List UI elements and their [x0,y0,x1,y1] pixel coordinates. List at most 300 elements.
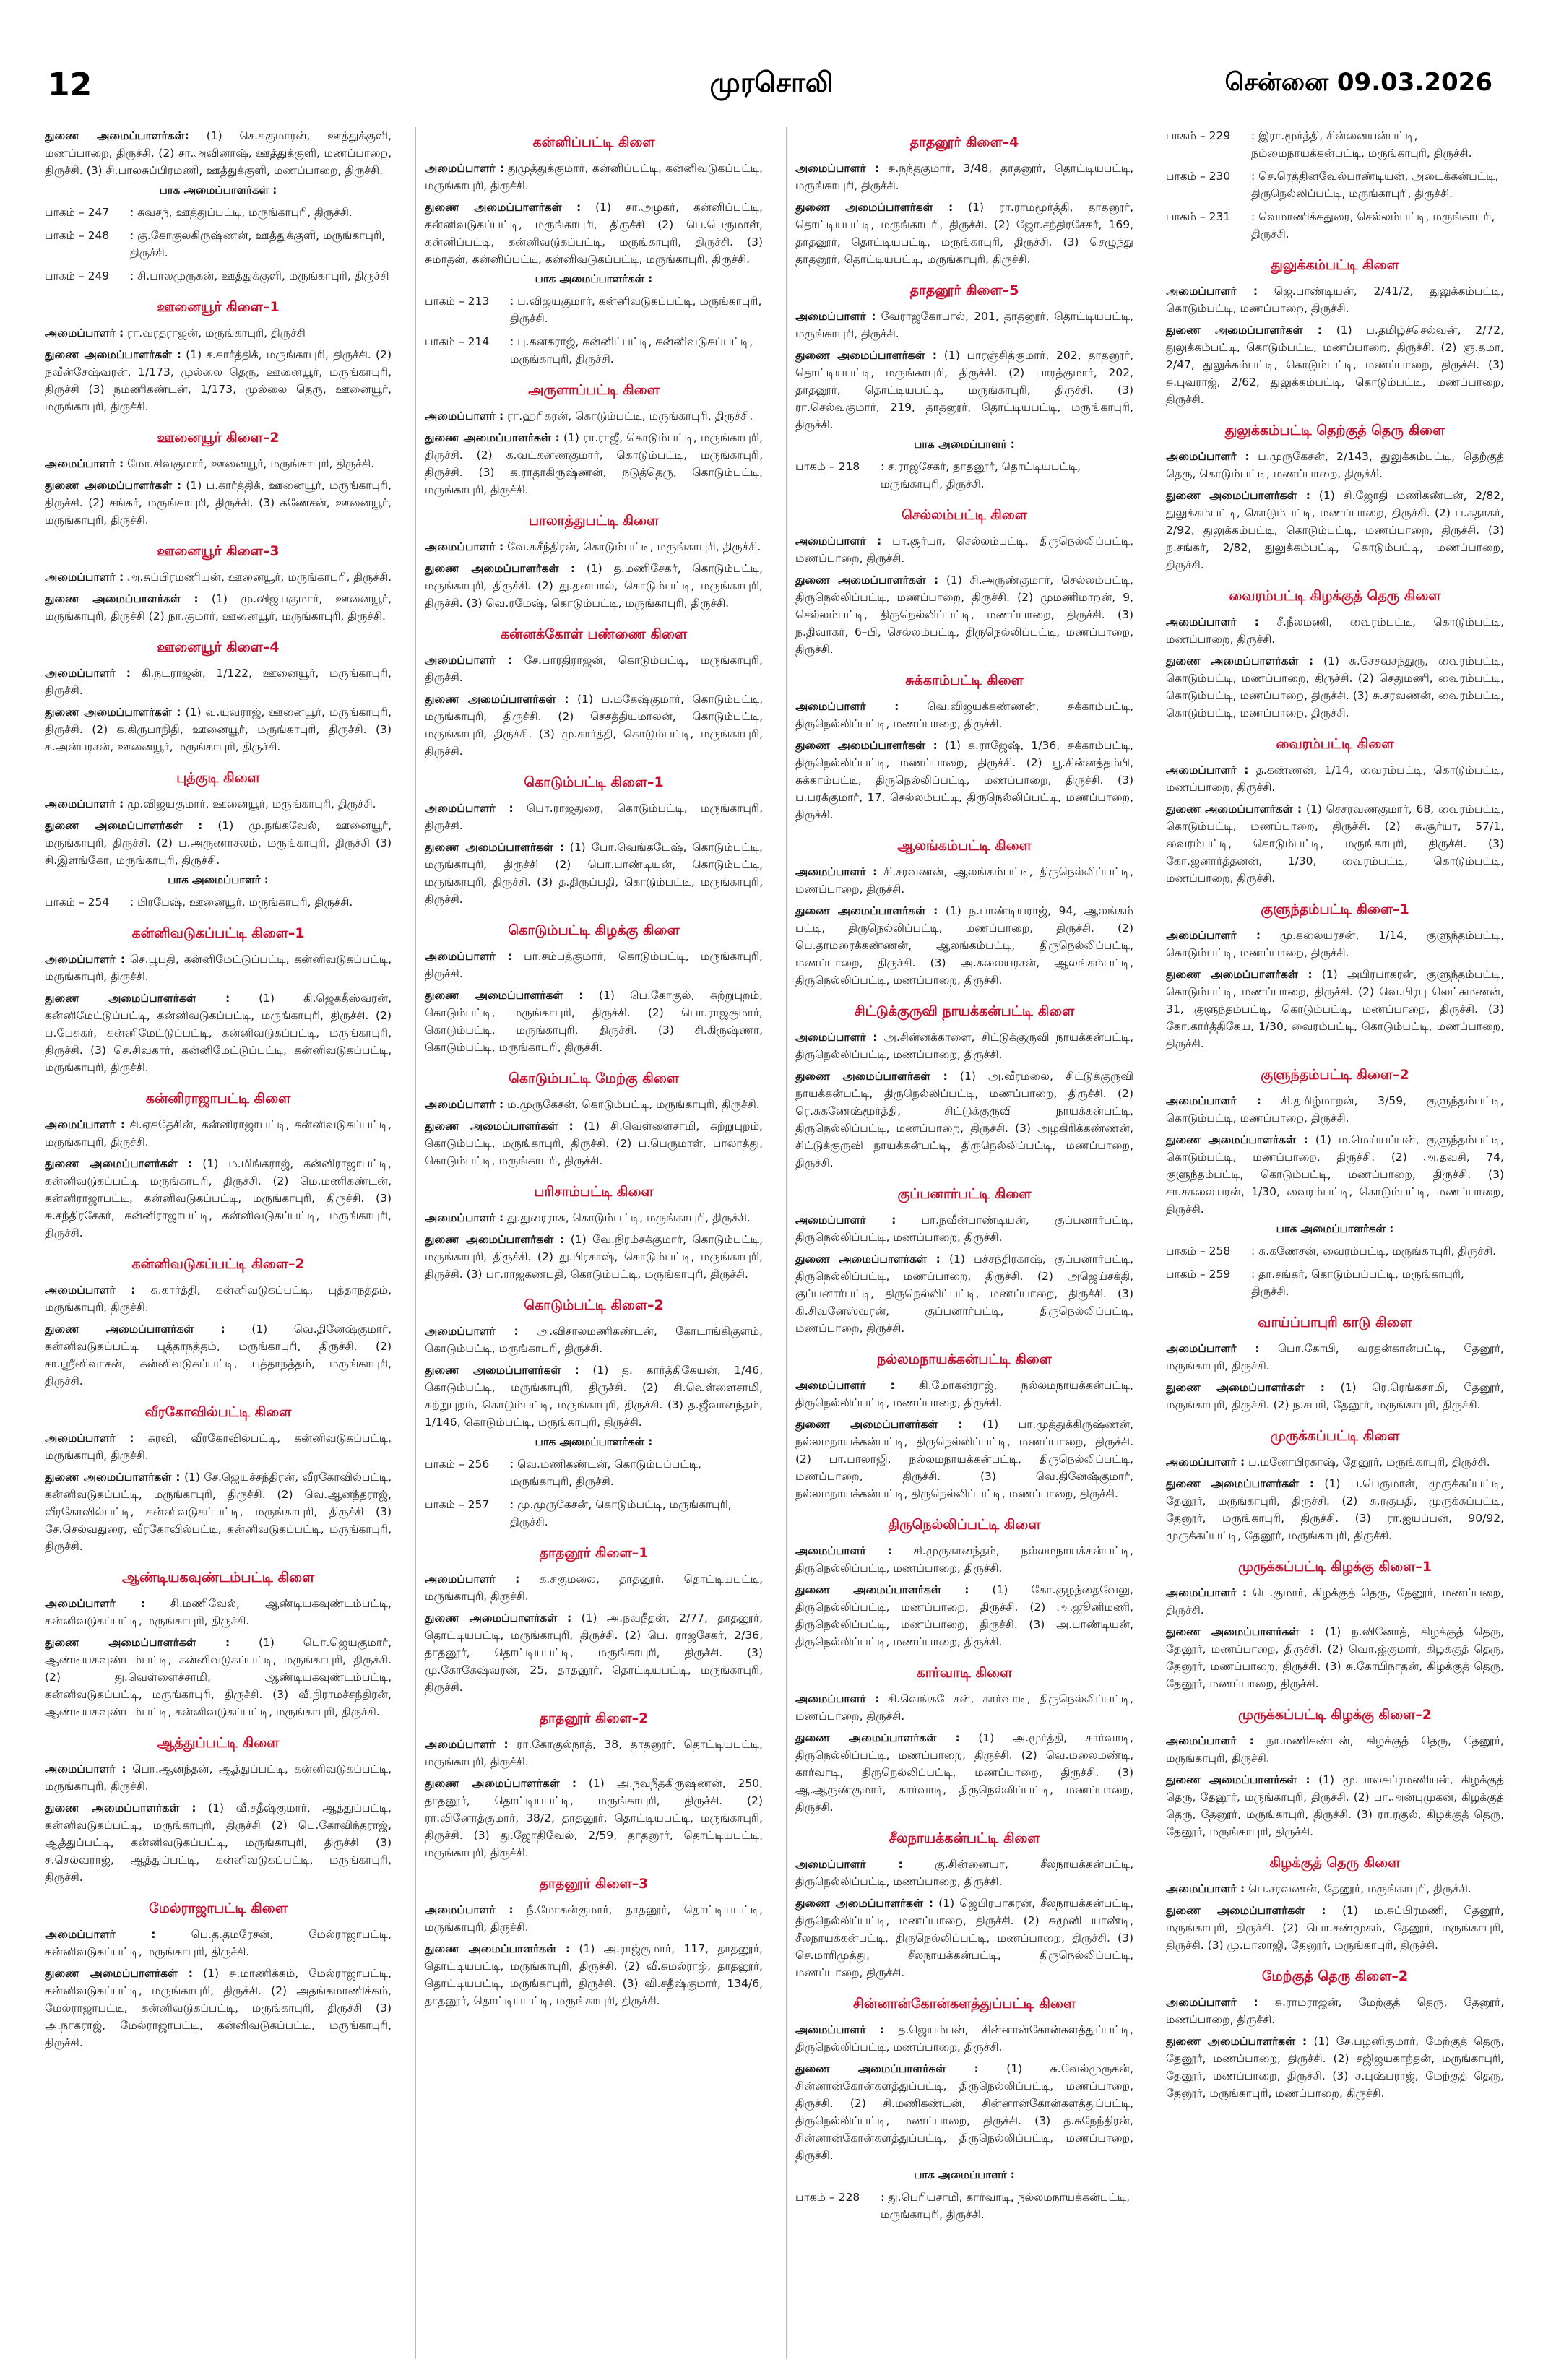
branch-block [1166,1855,1504,1954]
entry-role-label: துணை அமைப்பாளர்கள் : [1166,2035,1308,2048]
branch-heading: ஊனையூர் கிளை–3 [157,543,280,559]
office-bearer-entry [425,1362,763,1431]
entry-names: (1) ரா.ராமமூர்த்தி, தாதனூர், தொட்டியபட்டி, மருங்காபுரி, திருச்சி. (2) ஜோ.சந்திரசேகர், 169, தாதனூர், தொட்டியபட்டி, மருங்காபுரி, திருச்சி. (3) செழுந்து தாதனூர், தொட்டியபட்டி, மருங்காபுரி, திருச்சி. [795,201,1133,266]
branch-heading: ஆத்துப்பட்டி கிளை [157,1735,280,1751]
branch-heading: ஆண்டியகவுண்டம்பட்டி கிளை [121,1570,315,1585]
booth-number: பாகம் – 214 [425,335,490,348]
entry-names: (1) போ.வெங்கடேஷ், கொடும்பட்டி, மருங்காபுரி, திருச்சி (2) பொ.பாண்டியன், கொடும்பட்டி, மருங்காபுரி, திருச்சி. (3) த.திருப்பதி, கொடும்பட்டி, மருங்காபுரி, திருச்சி. [425,841,763,906]
branch-block [1166,736,1504,887]
branch-block [1166,1428,1504,1544]
entry-names: (1) ம.மிங்கராஜ், கன்னிராஜாபட்டி, கன்னிவடுகப்பட்டி மருங்காபுரி, திருச்சி. (2) மெ.மணிகண்டன், கன்னிராஜாபட்டி, கன்னிவடுகப்பட்டி, மருங்காபுரி, திருச்சி. (3) சு.சந்திரசேகர், கன்னிராஜாபட்டி, கன்னிவடுகப்பட்டி, மருங்காபுரி, திருச்சி. [45,1157,392,1239]
branch-heading: துலுக்கம்பட்டி தெற்குத் தெரு கிளை [1224,423,1445,438]
entry-names: த.ஜெயம்பன், சின்னான்கோன்களத்துப்பட்டி, திருநெல்லிப்பட்டி, மணப்பாறை, திருச்சி. [795,2023,1133,2054]
booth-row [45,893,392,911]
column-1 [45,127,392,2359]
booth-organisers-heading: பாக அமைப்பாளர்கள் : [535,1435,653,1448]
office-bearer-entry [45,665,392,699]
entry-role-label: அமைப்பாளர் : [795,1544,892,1557]
entry-role-label: அமைப்பாளர் : [45,457,124,470]
column-2 [415,127,763,2359]
article-columns [45,127,1504,2359]
booth-organiser: : தா.சங்கர், கொடும்பப்பட்டி, மருங்காபுரி, திருச்சி. [1251,1268,1464,1298]
office-bearer-entry [425,1736,763,1770]
branch-block [425,626,763,760]
office-bearer-entry [795,1856,1133,1890]
entry-role-label: துணை அமைப்பாளர்கள் : [425,201,582,214]
office-bearer-entry [45,568,392,586]
entry-names: (1) அ.நவநீதகிருஷ்ணன், 250, தாதனூர், தொட்டியபட்டி, மருங்காபுரி, திருச்சி. (2) ரா.வினோத்குமார், 38/2, தாதனூர், தொட்டியபட்டி, மருங்காபுரி, திருச்சி. (3) து.ஜோதிவேல், 2/59, தாதனூர், தொட்டியபட்டி, மருங்காபுரி, திருச்சி. [425,1777,763,1859]
branch-block [795,1665,1133,1816]
booth-organisers-heading: பாக அமைப்பாளர் : [914,438,1015,451]
office-bearer-entry [795,737,1133,823]
entry-names: (1) சே.ஜெயச்சந்திரன், வீரகோவில்பட்டி, கன்னிவடுகப்பட்டி, மருங்காபுரி, திருச்சி. (2) வெ.ஆனந்தராஜ், வீரகோவில்பட்டி, கன்னிவடுகப்பட்டி, மருங்காபுரி, திருச்சி (3) சே.செல்வதுரை, வீரகோவில்பட்டி, கன்னிவடுகப்பட்டி, மருங்காபுரி, திருச்சி. [45,1471,392,1553]
entry-role-label: துணை அமைப்பாளர்கள் : [795,1583,969,1596]
booth-organiser: : ப.விஜயகுமார், கன்னிவடுகப்பட்டி, மருங்காபுரி, திருச்சி. [510,295,762,325]
entry-names: (1) பச்சந்திரகாஷ், குப்பனார்பட்டி, திருநெல்லிப்பட்டி, மணப்பாறை, திருச்சி. (2) அஜெய்சக்தி, குப்பனார்பட்டி, திருநெல்லிப்பட்டி, மணப்பாறை, திருச்சி. (3) கி.சிவனேஸ்வரன், குப்பனார்பட்டி, திருநெல்லிப்பட்டி, மணப்பாறை, திருச்சி. [795,1252,1133,1335]
branch-heading: தாதனூர் கிளை–5 [909,282,1019,298]
branch-block [45,925,392,1076]
entry-role-label: துணை அமைப்பாளர்கள் : [45,1636,230,1649]
office-bearer-entry [1166,800,1504,887]
entry-names: சி.சரவணன், ஆலங்கம்பட்டி, திருநெல்லிப்பட்டி, மணப்பாறை, திருச்சி. [795,865,1133,896]
entry-role-label: அமைப்பாளர் : [425,802,514,815]
booth-number: பாகம் – 259 [1166,1268,1231,1281]
branch-block [795,1830,1133,1981]
booth-organiser: : மு.முருகேசன், கொடும்பட்டி, மருங்காபுரி, திருச்சி. [510,1498,732,1528]
entry-names: (1) அபிரபாகரன், குளுந்தம்பட்டி, கொடும்பட்டி, மணப்பாறை, திருச்சி. (2) வெ.பிரபு லெட்சுமணன், 31, குளுந்தம்பட்டி, கொடும்பட்டி, மணப்பாறை, திருச்சி. (3) கோ.கார்த்திகேய, 1/30, வைரம்பட்டி, கொடும்பட்டி, மணப்பாறை, திருச்சி. [1166,968,1504,1050]
entry-role-label: அமைப்பாளர் : [45,667,131,680]
branch-block [45,299,392,415]
entry-role-label: துணை அமைப்பாளர்கள் : [425,989,584,1002]
office-bearer-entry [1166,282,1504,317]
entry-role-label: துணை அமைப்பாளர்கள் : [45,706,181,719]
branch-heading: மேற்குத் தெரு கிளை–2 [1261,1968,1409,1984]
office-bearer-entry [45,1965,392,2051]
entry-role-label: அமைப்பாளர் : [425,950,512,963]
branch-block [795,507,1133,658]
office-bearer-entry [425,948,763,982]
entry-names: சி.மணிவேல், ஆண்டியகவுண்டம்பட்டி, கன்னிவடுகப்பட்டி, மருங்காபுரி, திருச்சி. [45,1597,392,1627]
office-bearer-entry [795,863,1133,898]
office-bearer-entry [45,1799,392,1886]
branch-heading: தாதனூர் கிளை–3 [539,1876,649,1892]
office-bearer-entry [795,1542,1133,1577]
entry-role-label: அமைப்பாளர் : [1166,1882,1245,1895]
entry-role-label: துணை அமைப்பாளர்கள் : [425,1777,577,1790]
booth-organiser: : வெமாணிக்கதுரை, செல்லம்பட்டி, மருங்காபுரி, திருச்சி. [1251,210,1495,241]
booth-row [795,458,1133,493]
branch-heading: கிழக்குத் தெரு கிளை [1269,1855,1401,1871]
office-bearer-entry [795,1250,1133,1337]
entry-names: சு.நந்தகுமார், 3/48, தாதனூர், தொட்டியபட்டி, மருங்காபுரி, திருச்சி. [795,162,1133,192]
entry-names: (1) ந.வினோத், கிழக்குத் தெரு, தேனூர், மணப்பாறை, திருச்சி. (2) வொ.ஜ்குமார், கிழக்குத் தெரு, தேனூர், மணப்பாறை, திருச்சி. (3) சு.கோபிநாதன், கிழக்குத் தெரு, தேனூர், மணப்பாறை, திருச்சி. [1166,1625,1504,1690]
office-bearer-entry [425,1231,763,1283]
office-bearer-entry [425,1209,763,1226]
entry-names: (1) சே.பழனிகுமார், மேற்குத் தெரு, தேனூர், மணப்பாறை, திருச்சி. (2) சஜிஜயகாந்தன், மருங்காபுரி, தேனூர், மணப்பாறை, திருச்சி. (3) ச.புஷ்பராஜ், மேற்குத் தெரு, தேனூர், மருங்காபுரி, மணப்பாறை, திருச்சி. [1166,2035,1504,2100]
booth-row [425,293,763,327]
entry-names: (1) ப.மகேஷ்குமார், கொடும்பட்டி, மருங்காபுரி, திருச்சி. (2) செசத்தியமாலன், கொடும்பட்டி, மருங்காபுரி, திருச்சி. (3) மு.கார்த்தி, கொடும்பட்டி, மருங்காபுரி, திருச்சி. [425,693,763,758]
entry-names: சே.பாரதிராஜன், கொடும்பட்டி, மருங்காபுரி, திருச்சி. [425,654,763,684]
entry-role-label: துணை அமைப்பாளர்கள் : [45,1323,225,1336]
entry-role-label: துணை அமைப்பாளர்கள் : [45,1801,196,1814]
branch-heading: சின்னான்கோன்களத்துப்பட்டி கிளை [852,1996,1076,2012]
entry-names: ம.முருகேசன், கொடும்பட்டி, மருங்காபுரி, திருச்சி. [507,1098,760,1111]
entry-names: (1) அ.மூர்த்தி, கார்வாடி, திருநெல்லிப்பட்டி, மணப்பாறை, திருச்சி. (2) வெ.மலைமண்டி, கார்வாடி, திருநெல்லிப்பட்டி, மணப்பாறை, திருச்சி. (3) ஆ.ஆருண்குமார், கார்வாடி, திருநெல்லிப்பட்டி, மணப்பாறை, திருச்சி. [795,1731,1133,1814]
booth-row [425,1455,763,1490]
booth-number: பாகம் – 213 [425,295,490,308]
entry-names: (1) வ.யுவராஜ், ஊனையூர், மருங்காபுரி, திருச்சி. (2) க.கிருபாநிதி, ஊனையூர், மருங்காபுரி, திருச்சி. (3) க.அன்பரசன், ஊனையூர், மருங்காபுரி, திருச்சி. [45,706,392,753]
branch-heading: வைரம்பட்டி கிளை [1276,736,1394,752]
entry-names: (1) ம.மெய்யப்பன், குளுந்தம்பட்டி, கொடும்பட்டி, மணப்பாறை, திருச்சி. (2) அ.தவசி, 74, குளுந்தம்பட்டி, கொடும்பட்டி, மணப்பாறை, திருச்சி. (3) சா.சகலையரன், 1/30, வைரம்பட்டி, கொடும்பட்டி, மணப்பாறை, திருச்சி. [1166,1133,1504,1216]
entry-names: கி.நடராஜன், 1/122, ஊனையூர், மருங்காபுரி, திருச்சி. [45,667,392,697]
office-bearer-entry [1166,1131,1504,1218]
entry-names: ப.மனோபிரகாஷ், தேனூர், மருங்காபுரி, திருச்சி. [1248,1455,1490,1468]
office-bearer-entry [425,429,763,498]
office-bearer-entry [1166,1880,1504,1897]
branch-block [795,672,1133,823]
branch-heading: முருக்கப்பட்டி கிளை [1270,1428,1400,1444]
booth-organiser: : கு.கோகுலகிருஷ்ணன், ஊத்துக்குளி, மருங்காபுரி, திருச்சி. [130,229,386,259]
office-bearer-entry [795,2021,1133,2056]
entry-role-label: அமைப்பாளர் : [425,1211,504,1224]
entry-names: (1) ந.பாண்டியராஜ், 94, ஆலங்கம் பட்டி, திருநெல்லிப்பட்டி, மணப்பாறை, திருச்சி. (2) பெ.தாமரைக்கண்ணன், ஆலங்கம்பட்டி, திருநெல்லிப்பட்டி, மணப்பாறை, திருச்சி. (3) அ.கலையரசன், ஆலங்கம்பட்டி, திருநெல்லிப்பட்டி, மணப்பாறை, திருச்சி. [795,904,1133,987]
office-bearer-entry [45,1760,392,1795]
branch-block [45,1256,392,1390]
office-bearer-entry [425,1901,763,1936]
entry-role-label: அமைப்பாளர் : [1166,1996,1258,2009]
branch-heading: குப்பனார்பட்டி கிளை [897,1186,1032,1202]
office-bearer-entry [45,1468,392,1555]
entry-role-label: துணை அமைப்பாளர்கள் : [1166,1773,1310,1786]
office-bearer-entry [795,160,1133,194]
entry-names: (1) ம.சுப்பிரமணி, தேனூர், மருங்காபுரி, திருச்சி. (2) பொ.சண்முகம், தேனூர், மருங்காபுரி, திருச்சி. (3) மு.பாலாஜி, தேனூர், மருங்காபுரி, திருச்சி. [1166,1904,1504,1952]
office-bearer-entry [1166,1584,1504,1619]
entry-names: பா.நவீன்பாண்டியன், குப்பனார்பட்டி, திருநெல்லிப்பட்டி, மணப்பாறை, திருச்சி. [795,1213,1133,1244]
branch-heading: கொடும்பட்டி கிழக்கு கிளை [508,922,680,938]
branch-block [795,1517,1133,1650]
entry-role-label: அமைப்பாளர் : [1166,1342,1260,1355]
entry-names: து.துரைராசு, கொடும்பட்டி, மருங்காபுரி, திருச்சி. [507,1211,751,1224]
entry-role-label: துணை அமைப்பாளர்கள் : [795,2062,979,2075]
entry-role-label: அமைப்பாளர் : [1166,1586,1248,1599]
entry-names: த.கண்ணன், 1/14, வைரம்பட்டி, கொடும்பட்டி, மணப்பாறை, திருச்சி. [1166,763,1504,794]
booth-organiser: : சு.கணேசன், வைரம்பட்டி, மருங்காபுரி, திருச்சி. [1251,1245,1497,1258]
booth-organiser: : சி.பாலமுருகன், ஊத்துக்குளி, மருங்காபுரி, திருச்சி [130,269,389,282]
column-3 [786,127,1133,2359]
branch-heading: ஊனையூர் கிளை–2 [157,430,280,446]
branch-block [45,770,392,911]
entry-names: க.சுகுமலை, தாதனூர், தொட்டியபட்டி, மருங்காபுரி, திருச்சி. [425,1572,763,1603]
entry-role-label: துணை அமைப்பாளர்கள் : [425,1611,572,1624]
branch-block [45,1900,392,2051]
branch-block [45,1404,392,1555]
office-bearer-entry [425,160,763,194]
entry-names: பொ.கோபி, வரதன்கான்பட்டி, தேனூர், மருங்காபுரி, திருச்சி. [1166,1342,1504,1372]
branch-block [425,513,763,612]
branch-block [795,282,1133,493]
entry-names: வே.சுசீந்திரன், கொடும்பட்டி, மருங்காபுரி, திருச்சி. [507,540,761,553]
page-number: 12 [48,66,92,103]
entry-names: (1) ப.தமிழ்ச்செல்வன், 2/72, துலுக்கம்பட்டி, கொடும்பட்டி, மணப்பாறை, திருச்சி. (2) ஞ.தமா, 2/47, துலுக்கம்பட்டி, கொடும்பட்டி, மணப்பாறை, திருச்சி. (3) சு.புவராஜ், 2/62, துலுக்கம்பட்டி, கொடும்பட்டி, மணப்பாறை, திருச்சி. [1166,324,1504,406]
entry-names: சி.முருகானந்தம், நல்லமநாயக்கன்பட்டி, திருநெல்லிப்பட்டி, மணப்பாறை, திருச்சி. [795,1544,1133,1575]
branch-heading: மேல்ராஜாபட்டி கிளை [149,1900,288,1916]
entry-role-label: துணை அமைப்பாளர்கள்: [45,129,189,142]
booth-row [45,267,392,285]
entry-role-label: அமைப்பாளர் : [795,310,876,323]
branch-heading: ஊனையூர் கிளை–1 [157,299,280,315]
entry-names: (1) சு.மாணிக்கம், மேல்ராஜாபட்டி, கன்னிவடுகப்பட்டி, மருங்காபுரி, திருச்சி. (2) அதங்கமாணிக்கம், மேல்ராஜாபட்டி, கன்னிவடுகப்பட்டி, மருங்காபுரி, திருச்சி (3) அ.நாகராஜ், மேல்ராஜாபட்டி, கன்னிவடுகப்பட்டி, மருங்காபுரி, திருச்சி. [45,1967,392,2049]
branch-heading: துலுக்கம்பட்டி கிளை [1271,257,1399,273]
office-bearer-entry [795,1416,1133,1502]
entry-names: பா.சூர்யா, செல்லம்பட்டி, திருநெல்லிப்பட்டி, மணப்பாறை, திருச்சி. [795,535,1133,565]
entry-role-label: அமைப்பாளர் : [795,700,899,713]
branch-heading: ஆலங்கம்பட்டி கிளை [897,838,1032,854]
entry-role-label: துணை அமைப்பாளர்கள் : [795,904,938,917]
office-bearer-entry [1166,1771,1504,1840]
entry-names: (1) வீ.சதீஷ்குமார், ஆத்துப்பட்டி, கன்னிவடுகப்பட்டி, மருங்காபுரி, திருச்சி (2) பெ.கோவிந்தராஜ், ஆத்துப்பட்டி, கன்னிவடுகப்பட்டி, மருங்காபுரி, திருச்சி (3) ச.செல்வராஜ், ஆத்துப்பட்டி, கன்னிவடுகப்பட்டி, மருங்காபுரி, திருச்சி. [45,1801,392,1884]
entry-names: சி.ஏகதேசின், கன்னிராஜாபட்டி, கன்னிவடுகப்பட்டி, மருங்காபுரி, திருச்சி. [45,1118,392,1148]
entry-role-label: துணை அமைப்பாளர்கள் : [45,479,182,492]
entry-role-label: துணை அமைப்பாளர்கள் : [1166,654,1314,667]
office-bearer-entry [795,2060,1133,2164]
entry-role-label: அமைப்பாளர் : [425,540,504,553]
branch-heading: கொடும்பட்டி கிளை–2 [524,1297,664,1313]
entry-role-label: துணை அமைப்பாளர்கள் : [425,431,560,444]
entry-role-label: துணை அமைப்பாளர்கள் : [1166,1904,1326,1917]
entry-names: (1) ரா.ராஜீ, கொடும்பட்டி, மருங்காபுரி, திருச்சி. (2) க.வட்கனணகுமார், கொடும்பட்டி, மருங்காபுரி, திருச்சி. (3) க.ராதாகிருஷ்ணன், நடுத்தெரு, கொடும்பட்டி, மருங்காபுரி, திருச்சி. [425,431,763,496]
branch-block [795,1351,1133,1502]
entry-names: கி.மோகன்ராஜ், நல்லமநாயக்கன்பட்டி, திருநெல்லிப்பட்டி, மணப்பாறை, திருச்சி. [795,1379,1133,1409]
entry-names: (1) மு.விஜயகுமார், ஊனையூர், மருங்காபுரி, திருச்சி (2) நா.குமார், ஊனையூர், மருங்காபுரி, திருச்சி. [45,592,392,623]
entry-names: ரா.கோகுல்நாத், 38, தாதனூர், தொட்டியபட்டி, மருங்காபுரி, திருச்சி. [425,1738,763,1768]
entry-role-label: அமைப்பாளர் : [45,797,124,810]
booth-row [45,227,392,261]
office-bearer-entry [425,199,763,268]
entry-role-label: அமைப்பாளர் : [45,326,124,339]
entry-names: (1) சி.வெள்ளைசாமி, சுற்றுபுறம், கொடும்பட்டி, மருங்காபுரி, திருச்சி. (2) ப.பெருமாள், பாலாத்து, கொடும்பட்டி, மருங்காபுரி, திருச்சி. [425,1120,763,1167]
entry-role-label: துணை அமைப்பாளர்கள் : [45,348,181,361]
entry-role-label: துணை அமைப்பாளர்கள் : [425,562,576,575]
booth-row [1166,127,1504,162]
entry-role-label: அமைப்பாளர் : [795,2023,885,2036]
entry-role-label: அமைப்பாளர் : [45,1762,126,1775]
entry-role-label: அமைப்பாளர் : [1166,1094,1261,1107]
entry-role-label: அமைப்பாளர் : [795,535,882,548]
branch-block [1166,423,1504,574]
entry-names: பெ.சரவணன், தேனூர், மருங்காபுரி, திருச்சி. [1248,1882,1471,1895]
entry-role-label: துணை அமைப்பாளர்கள் : [795,349,938,362]
entry-role-label: அமைப்பாளர் : [795,1858,903,1871]
booth-row [1166,1265,1504,1300]
entry-role-label: அமைப்பாளர் : [1166,285,1258,298]
entry-role-label: துணை அமைப்பாளர்கள் : [1166,489,1311,502]
office-bearer-entry [45,1281,392,1316]
entry-role-label: அமைப்பாளர் : [425,1098,504,1111]
office-bearer-entry [795,902,1133,989]
branch-heading: குளுந்தம்பட்டி கிளை–2 [1261,1067,1409,1083]
entry-role-label: துணை அமைப்பாளர்கள் : [1166,1133,1308,1146]
office-bearer-entry [795,1377,1133,1411]
entry-role-label: துணை அமைப்பாளர்கள் : [425,841,564,854]
branch-block [425,1184,763,1283]
booth-number: பாகம் – 230 [1166,170,1231,183]
branch-heading: தாதனூர் கிளை–4 [909,134,1019,150]
booth-organiser: : சுவசந், ஊத்துப்பட்டி, மருங்காபுரி, திருச்சி. [130,206,353,219]
entry-names: பொ.ஆனந்தன், ஆத்துப்பட்டி, கன்னிவடுகப்பட்டி, மருங்காபுரி, திருச்சி. [45,1762,392,1793]
branch-block [1166,588,1504,722]
booth-number: பாகம் – 257 [425,1498,490,1511]
office-bearer-entry [1166,652,1504,722]
booth-organisers-heading: பாக அமைப்பாளர்கள் : [159,183,277,196]
entry-role-label: அமைப்பாளர் : [425,410,504,423]
entry-names: (1) பாரஞ்சித்குமார், 202, தாதனூர், தொட்டியபட்டி, மருங்காபுரி, திருச்சி. (2) பாரத்குமார், 202, தாதனூர், தொட்டியபட்டி, மருங்காபுரி, திருச்சி. (3) ரா.செல்வகுமார், 219, தாதனூர், தொட்டியபட்டி, மருங்காபுரி, திருச்சி. [795,349,1133,431]
entry-role-label: துணை அமைப்பாளர்கள் : [45,592,199,605]
entry-names: மு.கலையரசன், 1/14, குளுந்தம்பட்டி, கொடும்பட்டி, மணப்பாறை, திருச்சி. [1166,929,1504,959]
entry-role-label: அமைப்பாளர் : [795,162,880,175]
office-bearer-entry [1166,1902,1504,1954]
booth-row [1166,208,1504,243]
entry-names: (1) சா.அழகர், கன்னிப்பட்டி, கன்னிவடுகப்பட்டி, மருங்காபுரி, திருச்சி (2) பெ.பெருமாள், கன்னிப்பட்டி, கன்னிவடுகப்பட்டி, மருங்காபுரி, திருச்சி. (3) சுமாதன், கன்னிப்பட்டி, கன்னிவடுகப்பட்டி, மருங்காபுரி, திருச்சி. [425,201,763,266]
booth-organiser: : பிரபேஷ், ஊனையூர், மருங்காபுரி, திருச்சி. [130,896,353,909]
entry-names: செ.பூபதி, கன்னிமேட்டுப்பட்டி, கன்னிவடுகப்பட்டி, மருங்காபுரி, திருச்சி. [45,953,392,983]
branch-block [795,1186,1133,1337]
entry-role-label: அமைப்பாளர் : [795,1031,878,1044]
entry-names: (1) மூ.பாலசுப்ரமணியன், கிழக்குத் தெரு, தேனூர், மருங்காபுரி, திருச்சி. (2) பா.அன்புமுகன், கிழக்குத் தெரு, தேனூர், மருங்காபுரி, திருச்சி. (3) ரா.ரகுல், கிழக்குத் தெரு, தேனூர், மருங்காபுரி, திருச்சி. [1166,1773,1504,1838]
branch-heading: வாய்ப்பாபுரி காடு கிளை [1258,1315,1412,1330]
booth-number: பாகம் – 218 [795,460,860,473]
office-bearer-entry [45,990,392,1076]
entry-role-label: அமைப்பாளர் : [795,865,878,878]
office-bearer-entry [425,839,763,908]
office-bearer-entry [1166,613,1504,648]
office-bearer-entry [795,1211,1133,1246]
entry-names: (1) ச.கார்த்திக், மருங்காபுரி, திருச்சி. (2) நவீன்சேஷ்வரன், 1/173, முல்லை தெரு, ஊனையூர், மருங்காபுரி, திருச்சி (3) நமணிகண்டன், 1/173, முல்லை தெரு, ஊனையூர், மருங்காபுரி, திருச்சி. [45,348,392,413]
entry-names: அ.சின்னக்காளை, சிட்டுக்குருவி நாயக்கன்பட்டி, திருநெல்லிப்பட்டி, மணப்பாறை, திருச்சி. [795,1031,1133,1061]
booth-row [425,1496,763,1531]
entry-role-label: அமைப்பாளர் : [425,1572,520,1585]
entry-role-label: அமைப்பாளர் : [45,571,124,584]
branch-heading: நல்லமநாயக்கன்பட்டி கிளை [877,1351,1052,1367]
branch-heading: ஊனையூர் கிளை–4 [157,639,280,655]
office-bearer-entry [795,308,1133,342]
branch-block [795,838,1133,989]
office-bearer-entry [45,704,392,756]
booth-organiser: : பு.கனகராஜ், கன்னிப்பட்டி, கன்னிவடுகப்பட்டி, மருங்காபுரி, திருச்சி. [510,335,753,365]
booth-organiser: : ச.ராஜசேகர், தாதனூர், தொட்டியபட்டி, மருங்காபுரி, திருச்சி. [881,460,1081,490]
branch-heading: குளுந்தம்பட்டி கிளை–1 [1261,901,1409,917]
branch-block [425,1070,763,1169]
office-bearer-entry [795,347,1133,433]
branch-block [1166,1968,1504,2102]
branch-block [45,1091,392,1242]
branch-heading: சீலநாயக்கன்பட்டி கிளை [889,1830,1040,1846]
entry-role-label: அமைப்பாளர் : [45,953,126,966]
branch-heading: கன்னக்கோள் பண்ணை கிளை [500,626,688,642]
entry-role-label: துணை அமைப்பாளர்கள் : [795,1252,941,1265]
branch-block [425,774,763,908]
entry-role-label: துணை அமைப்பாளர்கள் : [795,1418,963,1431]
entry-role-label: அமைப்பாளர் : [795,1213,896,1226]
office-bearer-entry [1166,761,1504,796]
office-bearer-entry [45,1926,392,1960]
booth-number: பாகம் – 229 [1166,129,1231,142]
booth-number: பாகம் – 248 [45,229,110,242]
branch-heading: செல்லம்பட்டி கிளை [902,507,1027,523]
branch-heading: வைரம்பட்டி கிழக்குத் தெரு கிளை [1229,588,1441,604]
office-bearer-entry [45,1320,392,1390]
branch-block [795,1996,1133,2223]
entry-role-label: துணை அமைப்பாளர்கள் : [1166,1625,1315,1638]
office-bearer-entry [1166,2033,1504,2102]
booth-number: பாகம் – 258 [1166,1245,1231,1258]
branch-heading: கன்னிவடுகப்பட்டி கிளை–1 [131,925,305,941]
entry-names: (1) ஜெபிரபாகரன், சீலநாயக்கன்பட்டி, திருநெல்லிப்பட்டி, மணப்பாறை, திருச்சி. (2) சுமூனி யாண்டி, சீலநாயக்கன்பட்டி, திருநெல்லிப்பட்டி, மணப்பாறை, திருச்சி. (3) செ.மாரிமுத்து, சீலநாயக்கன்பட்டி, திருநெல்லிப்பட்டி, மணப்பாறை, திருச்சி. [795,1897,1133,1979]
branch-heading: பரிசாம்பட்டி கிளை [534,1184,654,1200]
booth-number: பாகம் – 256 [425,1458,490,1471]
branch-block [1166,1315,1504,1414]
entry-role-label: துணை அமைப்பாளர்கள் : [425,1942,571,1955]
branch-heading: கொடும்பட்டி மேற்கு கிளை [509,1070,679,1086]
entry-role-label: துணை அமைப்பாளர்கள் : [1166,968,1313,981]
booth-organisers-heading: பாக அமைப்பாளர் : [168,873,269,886]
office-bearer-entry [425,538,763,555]
booth-organisers-heading: பாக அமைப்பாளர்கள் : [535,272,653,285]
branch-heading: முருக்கப்பட்டி கிழக்கு கிளை–2 [1238,1707,1432,1723]
entry-names: (1) சி.ஜோதி மணிகண்டன், 2/82, துலுக்கம்பட்டி, கொடும்பட்டி, மணப்பாறை, திருச்சி. (2) ப.சுதாகர், 2/92, துலுக்கம்பட்டி, கொடும்பட்டி, மணப்பாறை, திருச்சி. (3) ந.சங்கர், 2/82, துலுக்கம்பட்டி, கொடும்பட்டி, மணப்பாறை, திருச்சி. [1166,489,1504,571]
entry-names: துமுத்துக்குமார், கன்னிப்பட்டி, கன்னிவடுகப்பட்டி, மருங்காபுரி, திருச்சி. [425,162,763,192]
entry-names: (1) அ.ராஜ்குமார், 117, தாதனூர், தொட்டியபட்டி, மருங்காபுரி, திருச்சி. (2) வீ.சுமல்ராஜ், தாதனூர், தொட்டியபட்டி, மருங்காபுரி, திருச்சி. (3) வி.சதீஷ்குமார், 134/6, தாதனூர், தொட்டியபட்டி, மருங்காபுரி, திருச்சி. [425,1942,763,2007]
entry-names: (1) த.மணிசேகர், கொடும்பட்டி, மருங்காபுரி, திருச்சி. (2) து.தனபால், கொடும்பட்டி, மருங்காபுரி, திருச்சி. (3) வெ.ரமேஷ், கொடும்பட்டி, மருங்காபுரி, திருச்சி. [425,562,763,610]
office-bearer-entry [1166,1379,1504,1414]
entry-role-label: அமைப்பாளர் : [45,1597,145,1610]
branch-heading: கன்னிவடுகப்பட்டி கிளை–2 [131,1256,305,1272]
entry-role-label: துணை அமைப்பாளர்கள் : [45,992,230,1005]
entry-role-label: துணை அமைப்பாளர்கள் : [795,1897,933,1910]
entry-names: (1) கி.ஜெகதீஸ்வரன், கன்னிமேட்டுப்பட்டி, கன்னிவடுகப்பட்டி, மருங்காபுரி, திருச்சி. (2) ப.பேசுகர், கன்னிமேட்டுப்பட்டி, கன்னிவடுகப்பட்டி, மருங்காபுரி, திருச்சி. (3) செ.சிவகார், கன்னிமேட்டுப்பட்டி, கன்னிவடுகப்பட்டி, மருங்காபுரி, திருச்சி. [45,992,392,1074]
entry-role-label: துணை அமைப்பாளர்கள் : [1166,1381,1325,1394]
entry-role-label: துணை அமைப்பாளர்கள் : [425,1364,579,1377]
entry-names: அ.சுப்பிரமணியன், ஊனையூர், மருங்காபுரி, திருச்சி. [127,571,392,584]
office-bearer-entry [45,590,392,625]
branch-block [795,134,1133,268]
branch-heading: கன்னிப்பட்டி கிளை [532,134,655,150]
office-bearer-entry [425,652,763,686]
office-bearer-entry [45,795,392,813]
entry-role-label: அமைப்பாளர் : [795,1692,880,1705]
office-bearer-entry [425,1609,763,1696]
entry-names: நீ.மோகன்குமார், தாதனூர், தொட்டியபட்டி, மருங்காபுரி, திருச்சி. [425,1903,763,1934]
booth-number: பாகம் – 254 [45,896,110,909]
branch-block [1166,257,1504,408]
entry-names: மு.விஜயகுமார், ஊனையூர், மருங்காபுரி, திருச்சி. [127,797,376,810]
office-bearer-entry [45,324,392,342]
entry-role-label: அமைப்பாளர் : [425,1903,514,1916]
office-bearer-entry [1166,448,1504,483]
office-bearer-entry [45,1116,392,1151]
office-bearer-entry [45,127,392,179]
entry-role-label: அமைப்பாளர் : [425,654,512,667]
office-bearer-entry [45,477,392,529]
office-bearer-entry [795,1729,1133,1816]
entry-names: (1) க.ராஜேஷ், 1/36, சுக்காம்பட்டி, திருநெல்லிப்பட்டி, மணப்பாறை, திருச்சி. (2) பூ.சின்னத்தம்பி, சுக்காம்பட்டி, திருநெல்லிப்பட்டி, மணப்பாறை, திருச்சி. (3) ப.பரக்குமார், 17, செல்லம்பட்டி, திருநெல்லிப்பட்டி, மணப்பாறை, திருச்சி. [795,739,1133,821]
branch-block [45,543,392,625]
entry-role-label: துணை அமைப்பாளர்கள் : [45,1471,181,1484]
branch-heading: கார்வாடி கிளை [916,1665,1013,1681]
entry-role-label: துணை அமைப்பாளர்கள் : [45,1157,193,1170]
entry-role-label: துணை அமைப்பாளர்கள் : [425,693,569,706]
office-bearer-entry [1166,1340,1504,1375]
branch-block [45,430,392,529]
